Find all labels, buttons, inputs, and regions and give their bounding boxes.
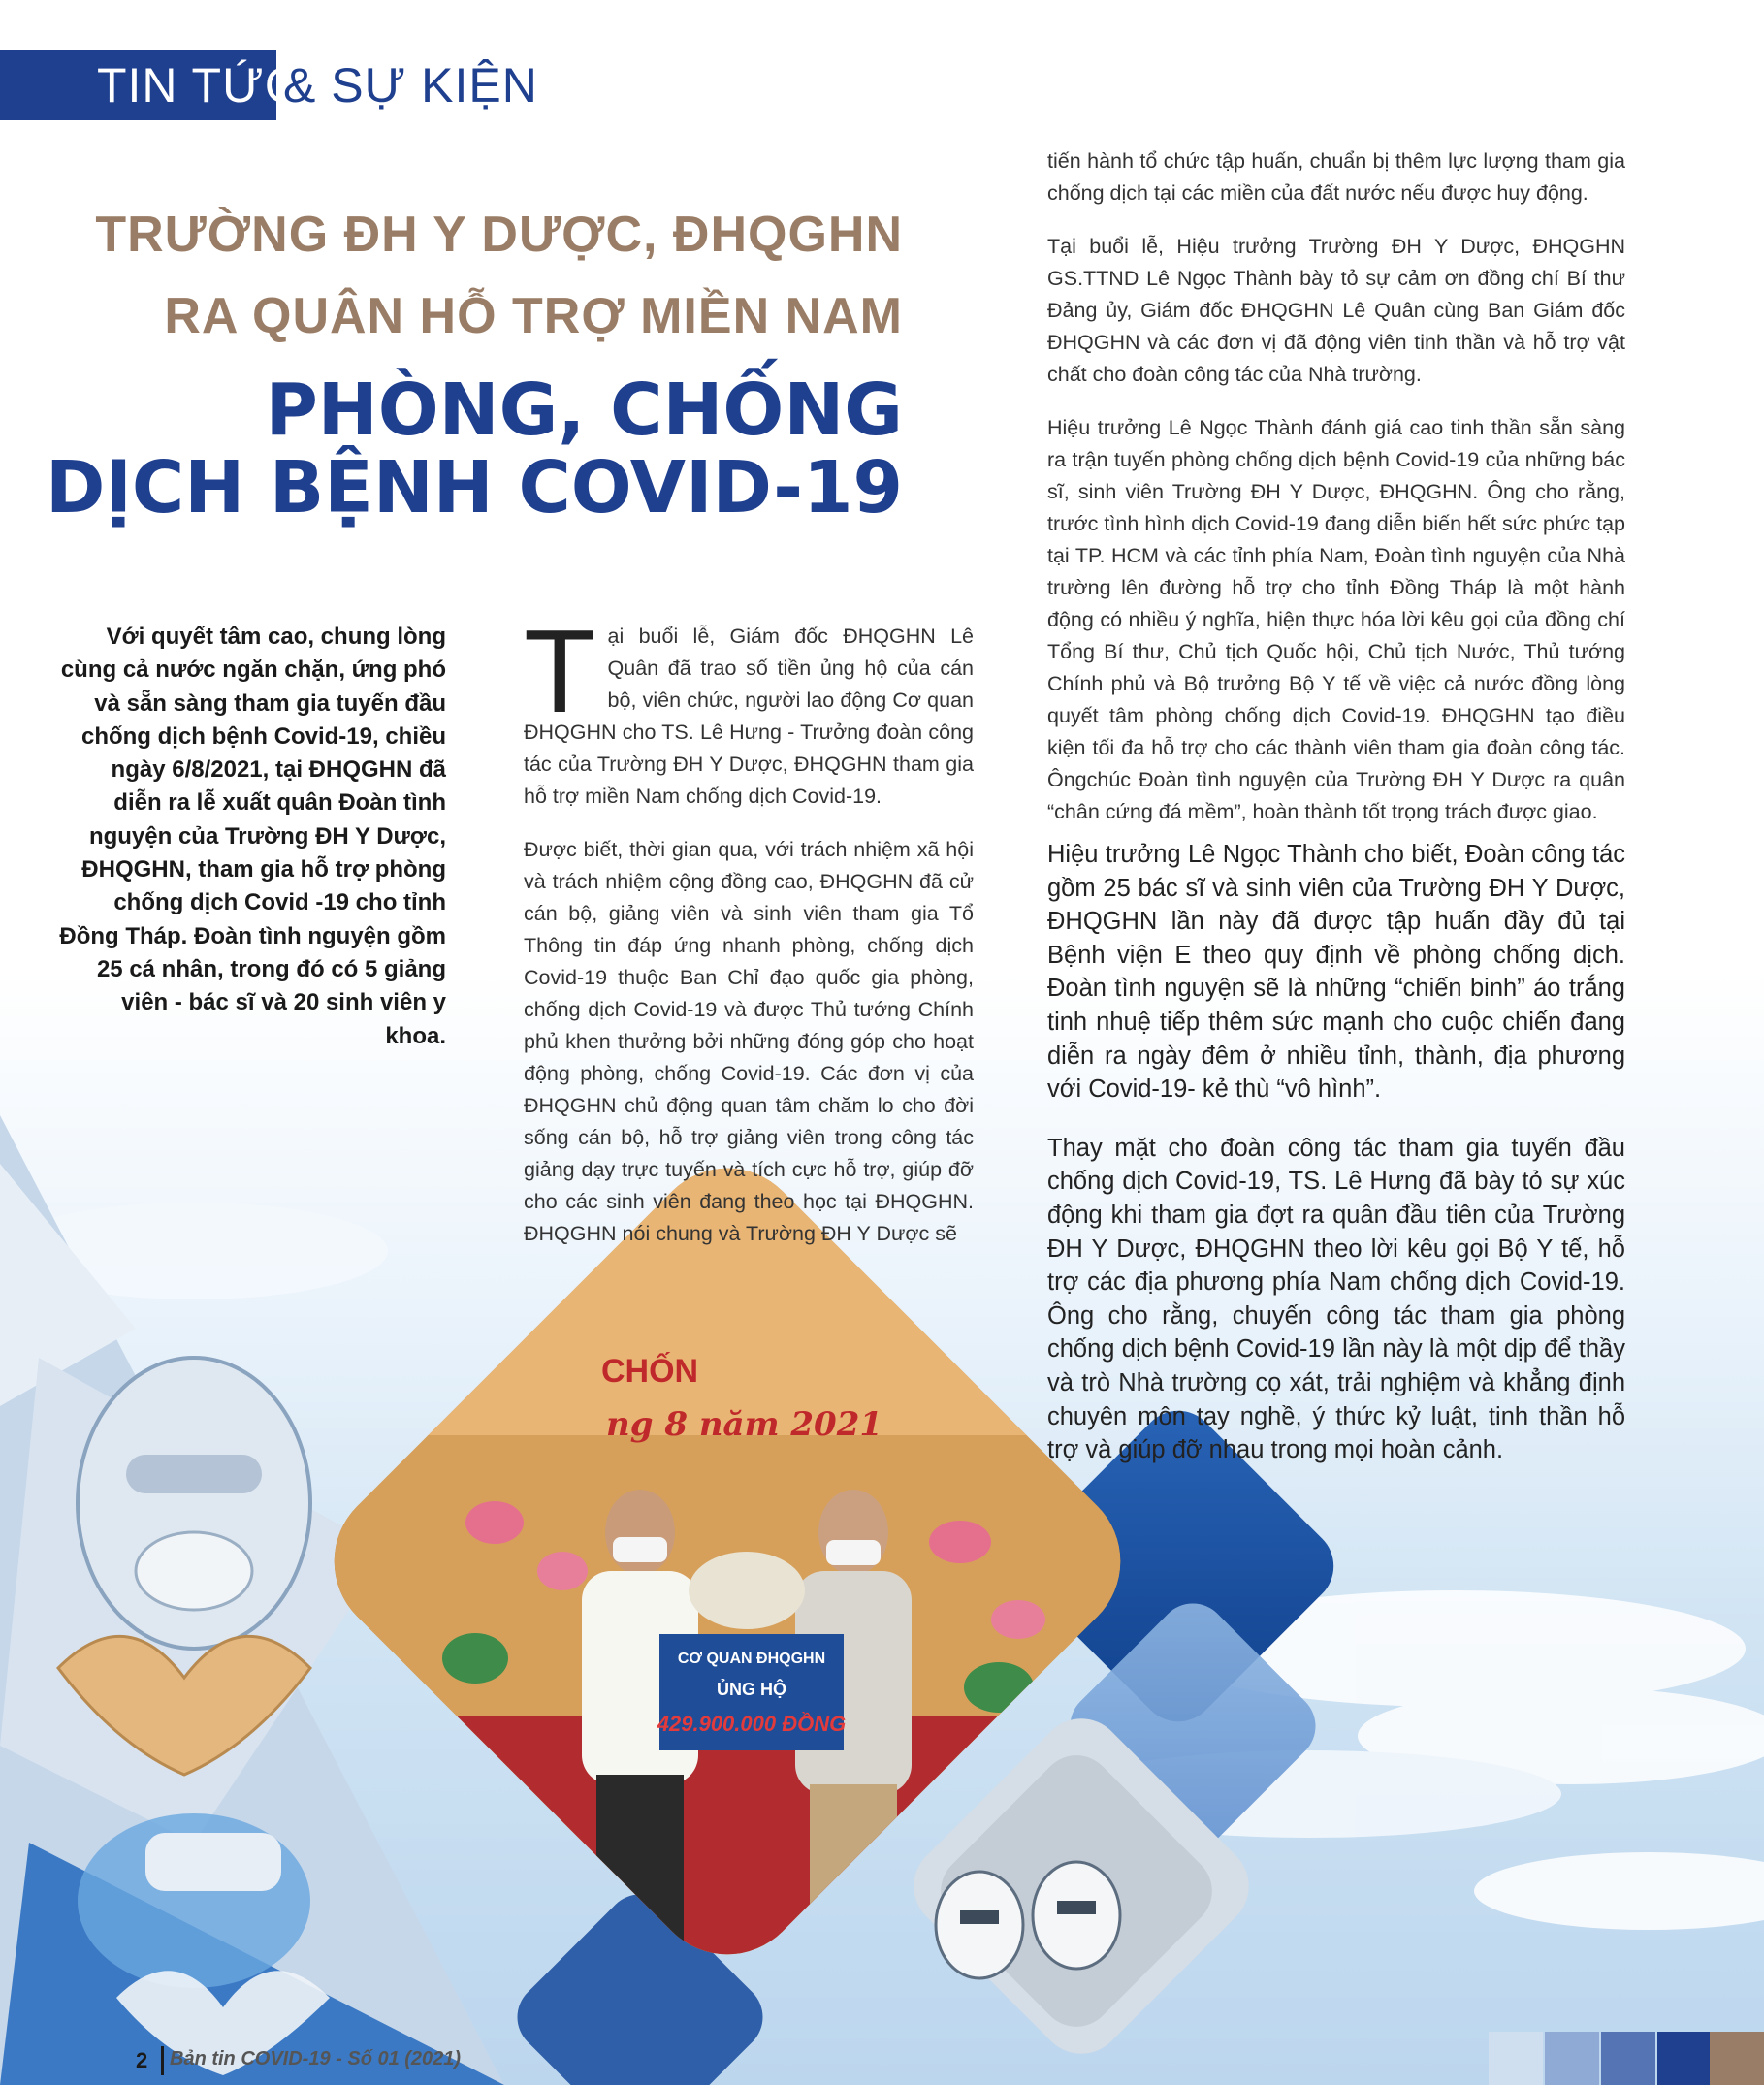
article-column-3 bbox=[1047, 145, 1625, 850]
headline-line-2: DỊCH BỆNH COVID-19 bbox=[45, 446, 903, 529]
sign-line-3: 429.900.000 ĐỒNG bbox=[657, 1712, 847, 1736]
kicker-line-1: TRƯỜNG ĐH Y DƯỢC, ĐHQGHN bbox=[95, 207, 903, 263]
color-swatch-5 bbox=[1710, 2032, 1764, 2085]
col2-paragraph-2: Được biết, thời gian qua, với trách nhiệm xã hội và trách nhiệm cộng đồng cao, ĐHQGHN đã cử cán bộ, giảng viên và sinh viên tham gia Tổ Thông tin đáp ứng nhanh phòng, chống dịch Covid-19 thuộc Ban Chỉ đạo quốc gia phòng, chống dịch Covid-19 và được Thủ tướng Chính phủ khen thưởng bởi những đóng góp cho hoạt động phòng, chống Covid-19. Các đơn vị của ĐHQGHN chủ động quan tâm chăm lo cho đời sống cán bộ, hỗ trợ giảng viên trong công tác giảng dạy trực tuyến và tích cực hỗ trợ, giúp đỡ cho các sinh viên đang theo học tại ĐHQGHN. ĐHQGHN nói chung và Trường ĐH Y Dược sẽ bbox=[524, 838, 974, 1245]
article-column-3-lower bbox=[1047, 838, 1625, 1492]
page-number: 2 bbox=[136, 2048, 148, 2072]
banner-top-text: CHỐN bbox=[601, 1353, 699, 1390]
col3-paragraph-5: Thay mặt cho đoàn công tác tham gia tuyến đầu chống dịch Covid-19, TS. Lê Hưng đã bày tỏ sự xúc động khi tham gia đợt ra quân đầu tiên của Trường ĐH Y Dược, ĐHQGHN theo lời kêu gọi Bộ Y tế, hỗ trợ các địa phương phía Nam chống dịch Covid-19. Ông cho rằng, chuyến công tác tham gia phòng chống dịch bệnh Covid-19 lần này là một dịp để thầy và trò Nhà trường cọ xát, trải nghiệm và khẳng định chuyên môn tay nghề, ý thức kỷ luật, tinh thần hỗ trợ và giúp đỡ nhau trong mọi hoàn cảnh. bbox=[1047, 1134, 1625, 1464]
lead-paragraph: Với quyết tâm cao, chung lòng cùng cả nước ngăn chặn, ứng phó và sẵn sàng tham gia tuyến đầu chống dịch bệnh Covid-19, chiều ngày 6/8/2021, tại ĐHQGHN đã diễn ra lễ xuất quân Đoàn tình nguyện của Trường ĐH Y Dược, ĐHQGHN, tham gia hỗ trợ phòng chống dịch Covid -19 cho tỉnh Đồng Tháp. Đoàn tình nguyện gồm 25 cá nhân, trong đó có 5 giảng viên - bác sĩ và 20 sinh viên y khoa. bbox=[59, 624, 446, 1049]
article-column-2 bbox=[524, 605, 974, 1271]
color-swatch-4 bbox=[1657, 2032, 1712, 2085]
headline-line-1: PHÒNG, CHỐNG bbox=[265, 369, 903, 452]
color-swatch-3 bbox=[1601, 2032, 1655, 2085]
col2-paragraph-1-text: ại buổi lễ, Giám đốc ĐHQGHN Lê Quân đã trao số tiền ủng hộ của cán bộ, viên chức, người lao động Cơ quan ĐHQGHN cho TS. Lê Hưng - Trưởng đoàn công tác của Trường ĐH Y Dược, ĐHQGHN tham gia hỗ trợ miền Nam chống dịch Covid-19. bbox=[524, 625, 974, 808]
col3-paragraph-4: Hiệu trưởng Lê Ngọc Thành cho biết, Đoàn công tác gồm 25 bác sĩ và sinh viên của Trường ĐH Y Dược, ĐHQGHN lần này đã được tập huấn đầy đủ tại Bệnh viện E theo quy định về phòng chống dịch. Đoàn tình nguyện sẽ là những “chiến binh” áo trắng tinh nhuệ tiếp thêm sức mạnh cho cuộc chiến đang diễn ra ngày đêm ở nhiều tỉnh, thành, địa phương với Covid-19- kẻ thù “vô hình”. bbox=[1047, 841, 1625, 1104]
color-swatch-2 bbox=[1545, 2032, 1599, 2085]
col3-paragraph-2: Tại buổi lễ, Hiệu trưởng Trường ĐH Y Dược, ĐHQGHN GS.TTND Lê Ngọc Thành bày tỏ sự cảm ơn đồng chí Bí thư Đảng ủy, Giám đốc ĐHQGHN Lê Quân cùng Ban Giám đốc ĐHQGHN và các đơn vị đã động viên tinh thần và hỗ trợ vật chất cho đoàn công tác của Nhà trường. bbox=[1047, 235, 1625, 386]
kicker-line-2: RA QUÂN HỖ TRỢ MIỀN NAM bbox=[164, 288, 903, 344]
section-title-part2: & SỰ KIỆN bbox=[283, 58, 538, 112]
sign-line-1: CƠ QUAN ĐHQGHN bbox=[677, 1651, 826, 1667]
col3-paragraph-3: Hiệu trưởng Lê Ngọc Thành đánh giá cao tinh thần sẵn sàng ra trận tuyến phòng chống dịch bệnh Covid-19 của những bác sĩ, sinh viên Trường ĐH Y Dược, ĐHQGHN. Ông cho rằng, trước tình hình dịch Covid-19 đang diễn biến hết sức phức tạp tại TP. HCM và các tỉnh phía Nam, Đoàn tình nguyện của Nhà trường lên đường hỗ trợ cho tỉnh Đồng Tháp là một hành động có nhiều ý nghĩa, hiện thực hóa lời kêu gọi của đồng chí Tổng Bí thư, Chủ tịch Quốc hội, Chủ tịch Nước, Thủ tướng Chính phủ và Bộ trưởng Bộ Y tế về việc cả nước đồng lòng quyết tâm phòng chống dịch Covid-19. ĐHQGHN tạo điều kiện tối đa hỗ trợ cho các thành viên tham gia đoàn công tác. Ôngchúc Đoàn tình nguyện của Trường ĐH Y Dược ra quân “chân cứng đá mềm”, hoàn thành tốt trọng trách được giao. bbox=[1047, 416, 1625, 823]
sign-line-2: ỦNG HỘ bbox=[717, 1680, 786, 1699]
color-swatch-1 bbox=[1489, 2032, 1543, 2085]
footer-divider bbox=[161, 2046, 164, 2075]
publication-name: Bản tin COVID-19 - Số 01 (2021) bbox=[170, 2048, 462, 2069]
drop-cap: T bbox=[524, 605, 596, 737]
banner-date-text: ng 8 năm 2021 bbox=[606, 1405, 883, 1444]
col3-paragraph-1: tiến hành tổ chức tập huấn, chuẩn bị thêm lực lượng tham gia chống dịch tại các miền của đất nước nếu được huy động. bbox=[1047, 149, 1625, 205]
col2-paragraph-1 bbox=[524, 605, 974, 813]
donation-sign bbox=[657, 1634, 846, 1750]
section-title-part1: TIN TỨC bbox=[97, 58, 301, 112]
